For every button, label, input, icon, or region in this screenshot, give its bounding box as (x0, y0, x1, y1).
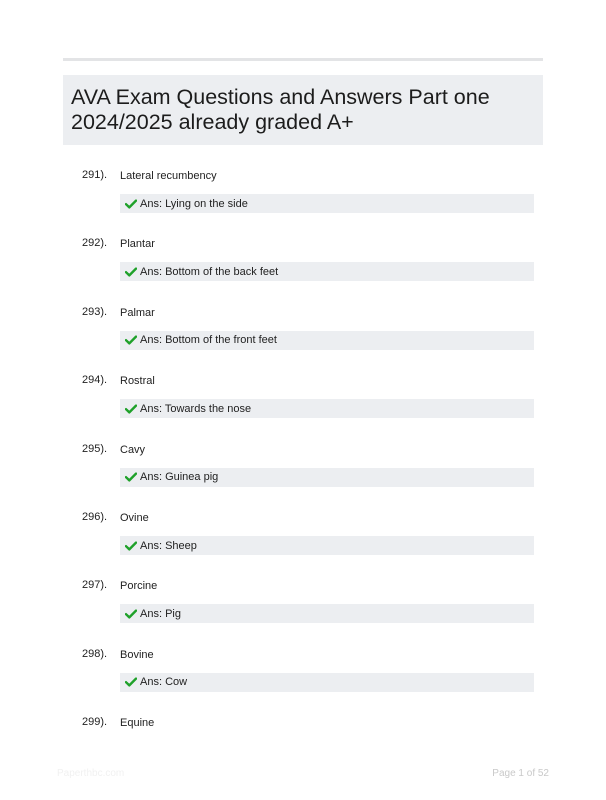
question-number: 298). (82, 647, 108, 660)
check-icon (125, 404, 137, 414)
question-term: Plantar (120, 238, 155, 251)
answer-box (120, 331, 534, 350)
check-icon (125, 472, 137, 482)
check-icon (125, 541, 137, 551)
question-number: 292). (82, 237, 108, 250)
answer-box (120, 536, 534, 555)
answer-text: Ans: Lying on the side (140, 197, 248, 210)
answer-box (120, 194, 534, 213)
answer-text: Ans: Towards the nose (140, 402, 252, 415)
question-number: 297). (82, 579, 108, 592)
answer-box (120, 399, 534, 418)
question-term: Rostral (120, 375, 155, 388)
answer-text: Ans: Guinea pig (140, 471, 219, 484)
question-number: 299). (82, 716, 108, 729)
answer-box (120, 468, 534, 487)
question-number: 295). (82, 442, 108, 455)
question-number: 294). (82, 374, 108, 387)
question-term: Palmar (120, 306, 155, 319)
check-icon (125, 267, 137, 277)
answer-box (120, 673, 534, 692)
page-indicator: Page 1 of 52 (492, 768, 549, 779)
question-term: Ovine (120, 512, 149, 524)
footer-watermark: Paperthbc.com (57, 768, 125, 779)
question-term: Bovine (120, 648, 154, 661)
question-number: 293). (82, 305, 108, 318)
answer-text: Ans: Bottom of the front feet (140, 334, 277, 347)
question-term: Cavy (120, 443, 146, 456)
answer-text: Ans: Cow (140, 676, 188, 689)
document-title: AVA Exam Questions and Answers Part one 2024/2025 already graded A+ (71, 85, 490, 134)
question-number: 296). (82, 511, 108, 523)
answer-box (120, 604, 534, 623)
answer-text: Ans: Bottom of the back feet (140, 265, 279, 278)
question-term: Equine (120, 717, 155, 730)
answer-text: Ans: Pig (140, 607, 181, 620)
check-icon (125, 609, 137, 619)
question-term: Porcine (120, 580, 158, 593)
check-icon (125, 199, 137, 209)
check-icon (125, 335, 137, 345)
answer-text: Ans: Sheep (140, 539, 197, 552)
answer-box (120, 262, 534, 281)
check-icon (125, 677, 137, 687)
question-term: Lateral recumbency (120, 170, 217, 182)
question-number: 291). (82, 169, 108, 181)
